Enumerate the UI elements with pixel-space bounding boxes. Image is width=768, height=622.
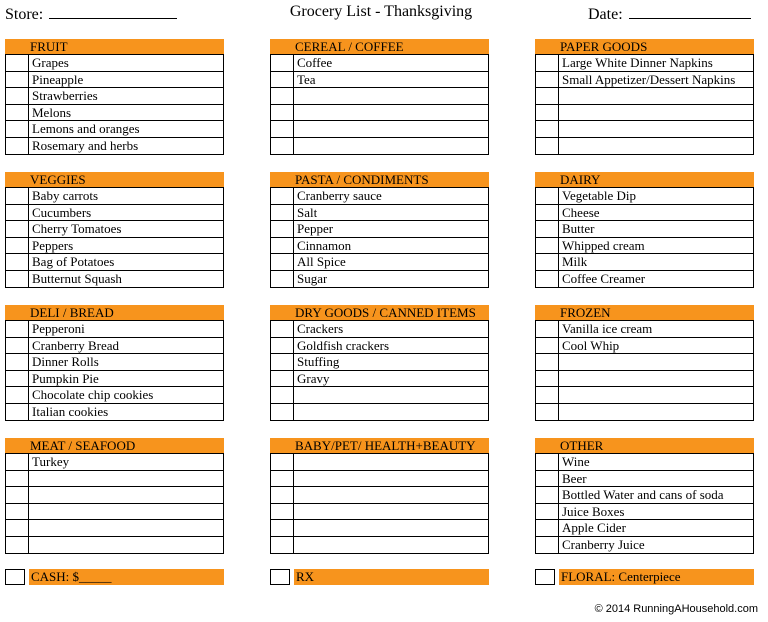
item-list [535,54,754,155]
item-label[interactable] [559,88,562,104]
item-checkbox[interactable] [6,504,29,520]
item-checkbox[interactable] [536,387,559,403]
list-item [5,387,224,404]
item-label[interactable] [294,471,297,487]
item-list [535,187,754,288]
section-header: BABY/PET/ HEALTH+BEAUTY [270,438,489,453]
item-label[interactable]: Coffee [297,55,333,70]
item-checkbox[interactable] [271,221,294,237]
item-label[interactable]: Pineapple [32,71,84,87]
list-item [270,338,489,355]
list-item [270,105,489,122]
item-checkbox[interactable] [6,271,29,287]
section [270,39,489,155]
item-label[interactable] [29,471,32,487]
item-checkbox[interactable] [6,537,29,553]
item-label[interactable]: Juice Boxes [562,503,625,519]
item-label[interactable] [559,354,562,370]
section-header: FRUIT [5,39,224,54]
list-item [535,321,754,338]
list-item [5,537,224,554]
item-label[interactable]: Sugar [297,270,328,286]
footer-label: FLORAL: Centerpiece [559,569,754,585]
item-checkbox[interactable] [536,55,559,71]
item-checkbox[interactable] [271,338,294,354]
list-item [270,205,489,222]
footer-rx [270,569,489,585]
list-item [270,454,489,471]
item-checkbox[interactable] [6,138,29,154]
list-item [270,404,489,421]
item-label[interactable] [294,387,297,403]
list-item [270,88,489,105]
item-label[interactable]: Small Appetizer/Dessert Napkins [562,71,736,87]
item-label[interactable] [294,138,297,154]
section-header: MEAT / SEAFOOD [5,438,224,453]
list-item [270,271,489,288]
item-checkbox[interactable] [271,105,294,121]
list-item [5,454,224,471]
item-checkbox[interactable] [271,254,294,270]
item-label[interactable] [559,371,562,387]
list-item [535,221,754,238]
list-item [5,238,224,255]
item-checkbox[interactable] [536,121,559,137]
list-item [5,105,224,122]
footer-floral [535,569,754,585]
section [535,39,754,155]
item-checkbox[interactable] [6,221,29,237]
list-item [535,55,754,72]
list-item [5,188,224,205]
item-label[interactable]: Milk [562,254,588,270]
section [535,172,754,288]
list-item [5,487,224,504]
list-item [270,121,489,138]
item-list [5,320,224,421]
item-checkbox[interactable] [271,138,294,154]
store-label: Store: [5,6,44,23]
footer-checkbox[interactable] [535,569,555,585]
section [5,172,224,288]
item-checkbox[interactable] [6,238,29,254]
item-label[interactable] [294,454,297,470]
item-label[interactable]: Lemons and oranges [32,121,140,137]
item-checkbox[interactable] [6,105,29,121]
item-checkbox[interactable] [536,338,559,354]
item-list [5,453,224,554]
item-label[interactable]: Cranberry sauce [297,188,382,203]
item-label[interactable] [294,88,297,104]
list-item [5,371,224,388]
list-item [5,271,224,288]
item-list [535,453,754,554]
list-item [5,404,224,421]
section-header: FROZEN [535,305,754,320]
list-item [270,254,489,271]
item-label[interactable]: Cucumbers [32,204,92,220]
item-label[interactable]: Cherry Tomatoes [32,221,122,237]
item-checkbox[interactable] [6,188,29,204]
section [270,172,489,288]
section-header: DRY GOODS / CANNED ITEMS [270,305,489,320]
date-label: Date: [588,6,623,23]
list-item [270,138,489,155]
footer-checkbox[interactable] [5,569,25,585]
item-checkbox[interactable] [6,487,29,503]
list-item [5,55,224,72]
list-item [270,371,489,388]
item-label[interactable] [29,504,32,520]
item-label[interactable]: Crackers [297,321,344,336]
item-label[interactable] [559,138,562,154]
item-checkbox[interactable] [6,72,29,88]
page-title: Grocery List - Thanksgiving [289,3,473,20]
list-item [270,520,489,537]
item-checkbox[interactable] [6,254,29,270]
section [5,39,224,155]
item-label[interactable]: Vanilla ice cream [562,321,653,336]
item-checkbox[interactable] [536,188,559,204]
item-label[interactable]: All Spice [297,254,346,270]
item-checkbox[interactable] [6,321,29,337]
item-label[interactable]: Turkey [32,454,70,469]
item-checkbox[interactable] [536,72,559,88]
item-label[interactable]: Dinner Rolls [32,354,99,370]
list-item [535,520,754,537]
item-checkbox[interactable] [271,471,294,487]
item-checkbox[interactable] [6,454,29,470]
item-checkbox[interactable] [271,121,294,137]
footer-cash [5,569,224,585]
item-label[interactable]: Beer [562,470,587,486]
item-checkbox[interactable] [271,371,294,387]
item-checkbox[interactable] [6,205,29,221]
list-item [535,271,754,288]
item-checkbox[interactable] [6,354,29,370]
list-item [5,321,224,338]
item-checkbox[interactable] [536,537,559,553]
item-checkbox[interactable] [6,55,29,71]
item-checkbox[interactable] [536,404,559,420]
item-label[interactable] [559,105,562,121]
section-header: PAPER GOODS [535,39,754,54]
item-label[interactable] [559,404,562,420]
item-checkbox[interactable] [271,72,294,88]
section-header: OTHER [535,438,754,453]
list-item [535,404,754,421]
list-item [5,338,224,355]
item-label[interactable]: Gravy [297,370,330,386]
item-checkbox[interactable] [536,238,559,254]
item-label[interactable] [294,105,297,121]
item-checkbox[interactable] [6,471,29,487]
item-checkbox[interactable] [271,454,294,470]
list-item [270,321,489,338]
item-label[interactable]: Large White Dinner Napkins [562,55,713,70]
list-item [535,188,754,205]
list-item [5,471,224,488]
item-checkbox[interactable] [271,205,294,221]
item-label[interactable]: Italian cookies [32,403,109,419]
item-label[interactable]: Grapes [32,55,69,70]
list-item [270,55,489,72]
item-label[interactable]: Vegetable Dip [562,188,637,203]
section [5,438,224,554]
list-item [270,72,489,89]
item-label[interactable]: Melons [32,104,71,120]
item-label[interactable] [294,121,297,137]
section [270,305,489,421]
item-checkbox[interactable] [536,271,559,287]
list-item [535,72,754,89]
section-header: CEREAL / COFFEE [270,39,489,54]
list-item [270,504,489,521]
list-item [5,121,224,138]
item-checkbox[interactable] [271,504,294,520]
item-label[interactable] [29,537,32,553]
item-label[interactable]: Cinnamon [297,237,352,253]
list-item [5,72,224,89]
list-item [535,454,754,471]
section [270,438,489,554]
list-item [535,238,754,255]
item-checkbox[interactable] [6,121,29,137]
item-list [270,453,489,554]
item-checkbox[interactable] [536,321,559,337]
list-item [5,354,224,371]
item-checkbox[interactable] [271,271,294,287]
section-header: VEGGIES [5,172,224,187]
item-checkbox[interactable] [536,138,559,154]
item-checkbox[interactable] [536,105,559,121]
footer-checkbox[interactable] [270,569,290,585]
item-label[interactable] [294,520,297,536]
list-item [535,387,754,404]
item-label[interactable]: Goldfish crackers [297,337,390,353]
item-list [535,320,754,421]
item-checkbox[interactable] [271,354,294,370]
item-checkbox[interactable] [6,387,29,403]
item-checkbox[interactable] [536,504,559,520]
item-label[interactable]: Chocolate chip cookies [32,387,154,403]
item-checkbox[interactable] [6,338,29,354]
item-list [270,187,489,288]
item-label[interactable]: Cheese [562,204,600,220]
list-item [5,88,224,105]
list-item [535,338,754,355]
section [535,438,754,554]
item-label[interactable]: Baby carrots [32,188,99,203]
list-item [535,487,754,504]
item-label[interactable] [294,537,297,553]
list-item [535,354,754,371]
item-list [5,54,224,155]
list-item [270,188,489,205]
section-header: DELI / BREAD [5,305,224,320]
item-label[interactable] [559,121,562,137]
item-checkbox[interactable] [271,537,294,553]
item-label[interactable]: Wine [562,454,590,469]
item-checkbox[interactable] [271,188,294,204]
item-checkbox[interactable] [536,205,559,221]
list-item [5,221,224,238]
item-list [270,320,489,421]
list-item [5,138,224,155]
item-list [5,187,224,288]
list-item [535,471,754,488]
item-label[interactable]: Stuffing [297,354,340,370]
list-item [535,121,754,138]
item-checkbox[interactable] [536,254,559,270]
item-label[interactable]: Coffee Creamer [562,270,646,286]
item-label[interactable]: Pepperoni [32,321,85,336]
item-label[interactable]: Strawberries [32,88,98,104]
item-checkbox[interactable] [536,88,559,104]
item-checkbox[interactable] [536,371,559,387]
item-checkbox[interactable] [536,454,559,470]
item-label[interactable]: Rosemary and herbs [32,137,139,153]
item-checkbox[interactable] [6,88,29,104]
item-label[interactable] [294,487,297,503]
item-label[interactable] [294,504,297,520]
list-item [535,371,754,388]
item-checkbox[interactable] [271,238,294,254]
item-checkbox[interactable] [536,487,559,503]
item-list [270,54,489,155]
list-item [5,254,224,271]
item-label[interactable]: Cranberry Bread [32,337,119,353]
list-item [535,88,754,105]
item-label[interactable]: Butter [562,221,595,237]
list-item [270,387,489,404]
item-checkbox[interactable] [536,221,559,237]
list-item [535,537,754,554]
item-checkbox[interactable] [271,55,294,71]
item-label[interactable]: Cool Whip [562,337,620,353]
list-item [270,537,489,554]
list-item [535,254,754,271]
list-item [270,238,489,255]
item-checkbox[interactable] [271,520,294,536]
section [535,305,754,421]
item-label[interactable] [29,520,32,536]
section-header: DAIRY [535,172,754,187]
list-item [5,205,224,222]
copyright-text: © 2014 RunningAHousehold.com [594,603,758,615]
date-field [588,3,751,24]
item-label[interactable]: Whipped cream [562,237,645,253]
item-label[interactable] [29,487,32,503]
list-item [535,205,754,222]
section [5,305,224,421]
list-item [5,520,224,537]
list-item [270,221,489,238]
item-checkbox[interactable] [271,88,294,104]
list-item [5,504,224,521]
item-label[interactable]: Tea [297,71,316,87]
item-label[interactable]: Butternut Squash [32,270,122,286]
item-label[interactable]: Pumpkin Pie [32,370,99,386]
item-label[interactable] [559,387,562,403]
item-checkbox[interactable] [271,404,294,420]
item-label[interactable]: Peppers [32,237,74,253]
item-checkbox[interactable] [271,321,294,337]
item-label[interactable] [294,404,297,420]
date-blank-line[interactable] [629,3,751,19]
footer-label: RX [294,569,489,585]
item-checkbox[interactable] [536,354,559,370]
item-label[interactable]: Pepper [297,221,334,237]
item-checkbox[interactable] [271,487,294,503]
list-item [535,138,754,155]
list-item [535,504,754,521]
list-item [270,471,489,488]
item-label[interactable]: Apple Cider [562,520,626,536]
item-checkbox[interactable] [536,520,559,536]
item-label[interactable]: Bag of Potatoes [32,254,115,270]
item-checkbox[interactable] [536,471,559,487]
item-label[interactable]: Salt [297,204,318,220]
footer-label: CASH: $_____ [29,569,224,585]
item-checkbox[interactable] [6,520,29,536]
item-label[interactable]: Cranberry Juice [562,536,645,552]
item-checkbox[interactable] [6,404,29,420]
section-header: PASTA / CONDIMENTS [270,172,489,187]
list-item [535,105,754,122]
list-item [270,354,489,371]
item-checkbox[interactable] [271,387,294,403]
item-checkbox[interactable] [6,371,29,387]
item-label[interactable]: Bottled Water and cans of soda [562,487,724,503]
list-item [270,487,489,504]
